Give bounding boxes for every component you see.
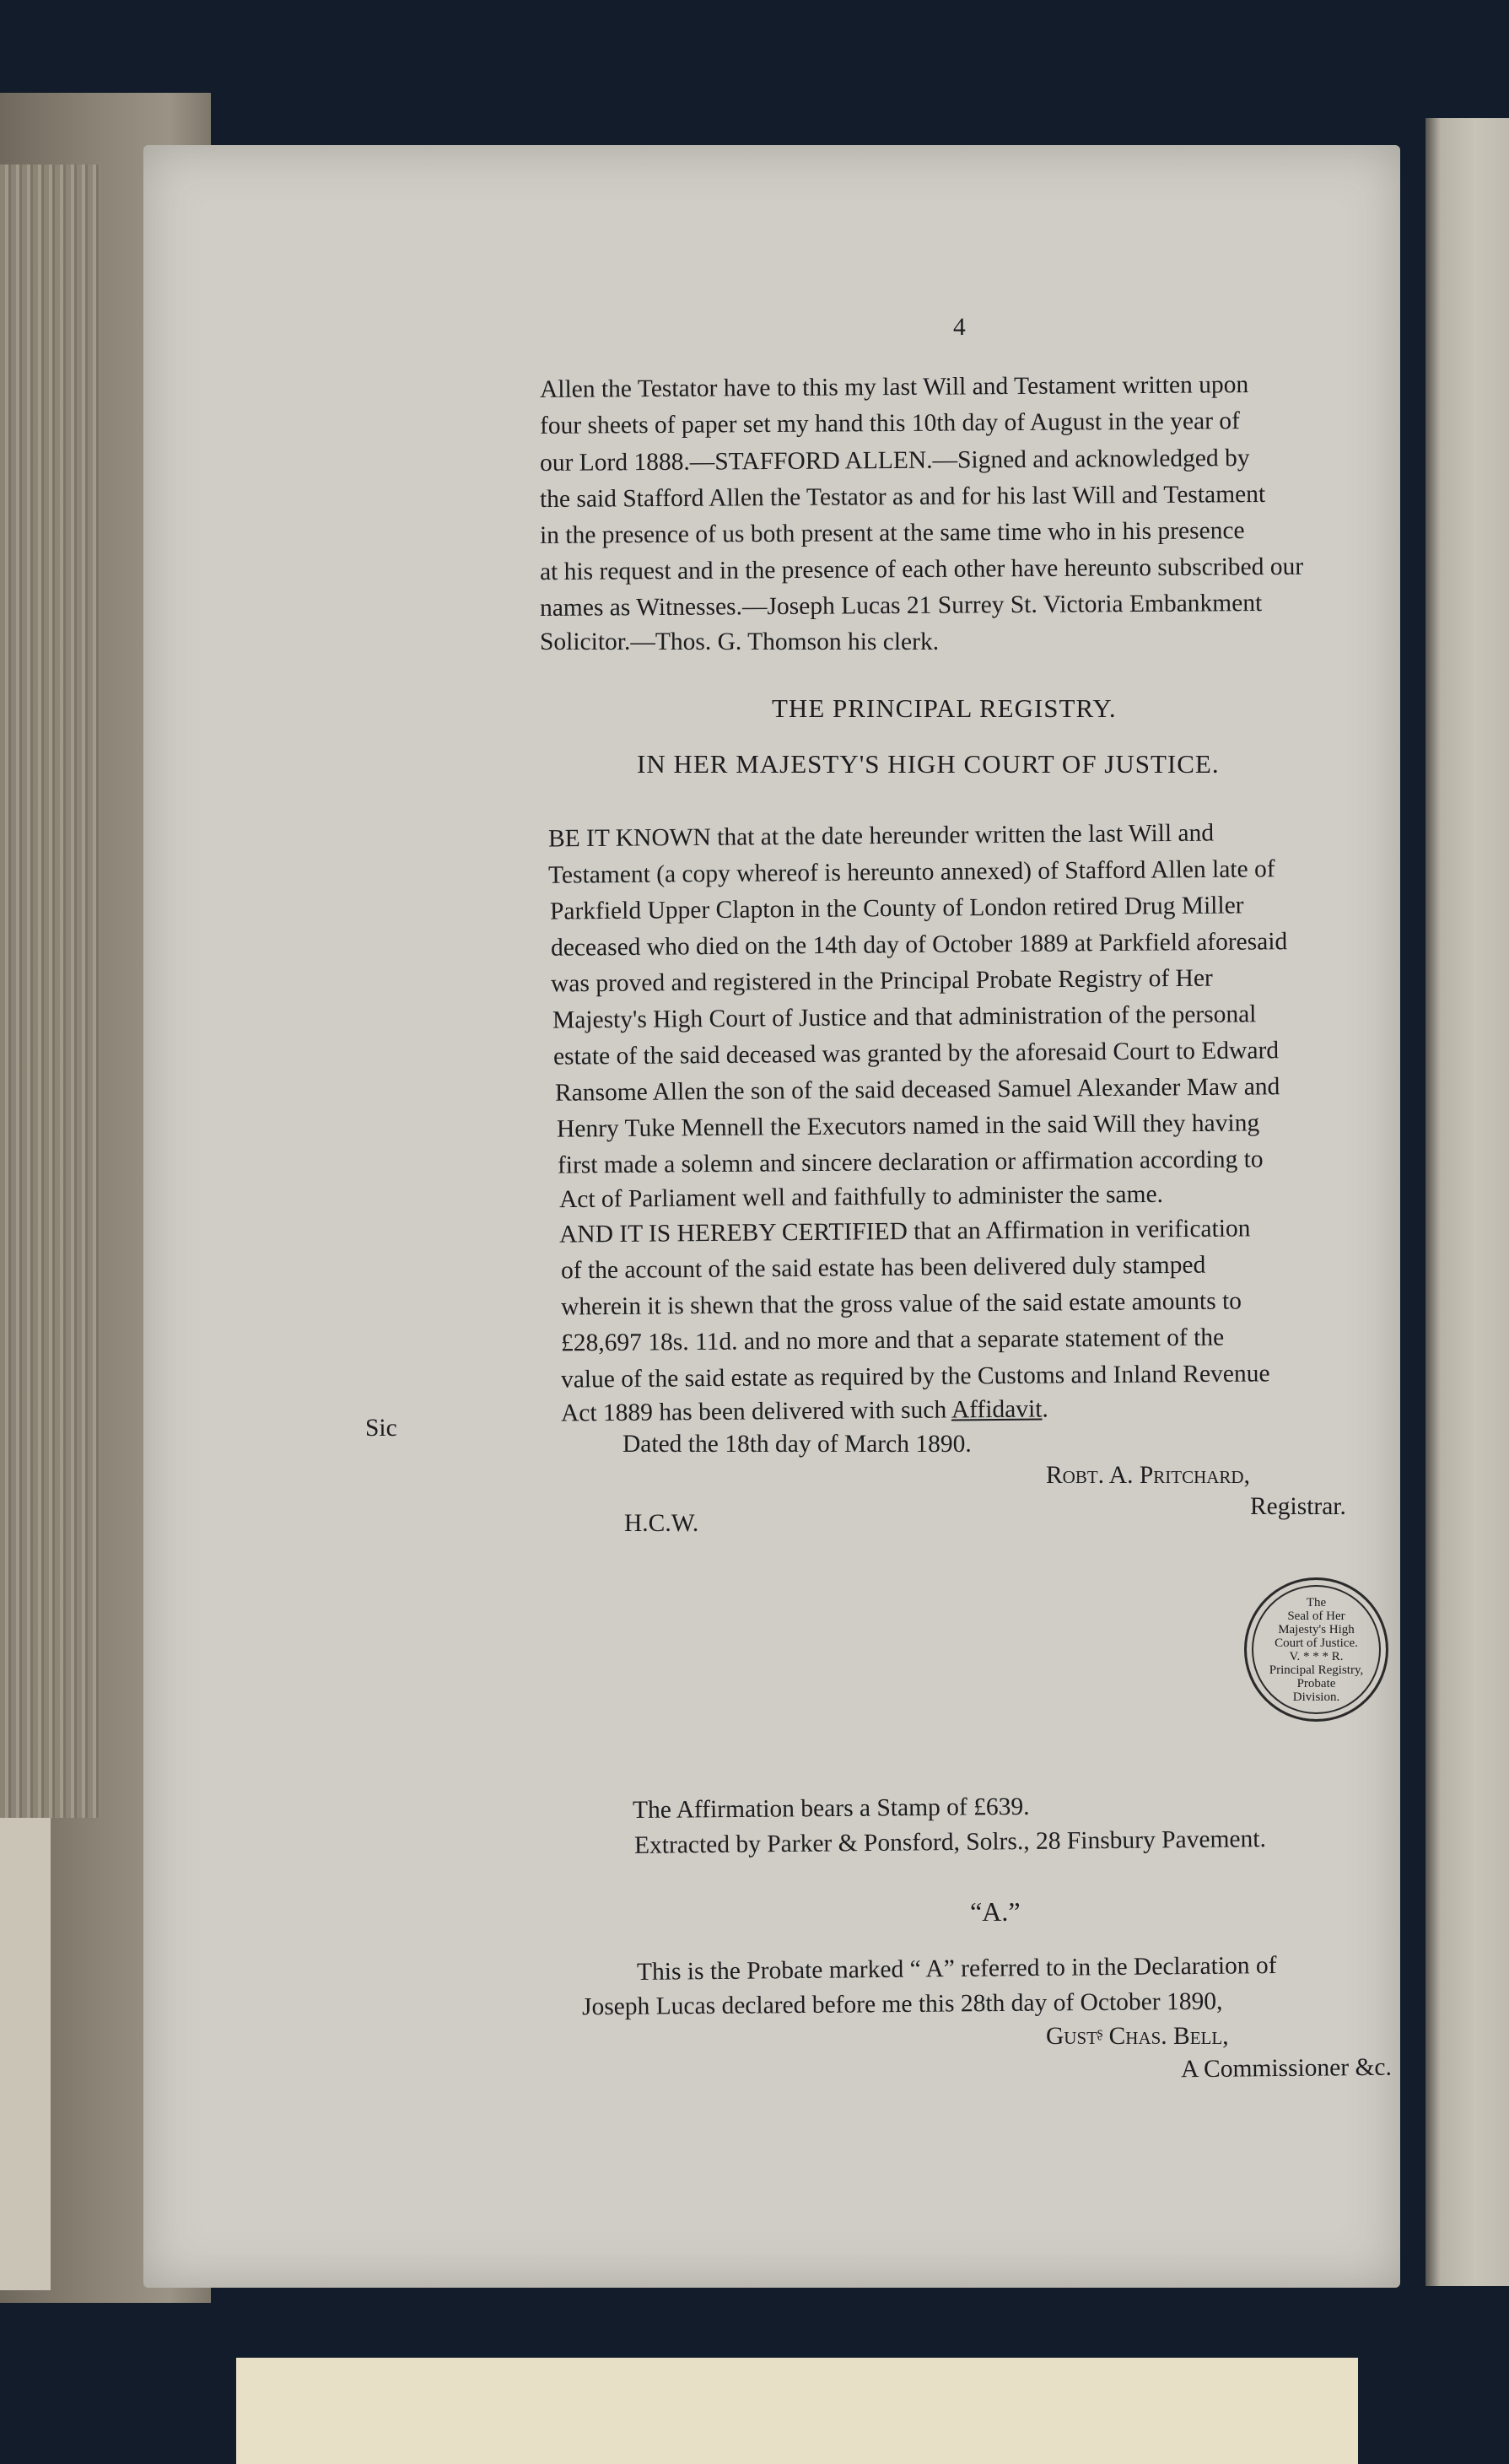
exhibit-line: Joseph Lucas declared before me this 28th day of October 1890, — [581, 1987, 1223, 2021]
page-edges — [0, 164, 101, 1818]
dated-line: Dated the 18th day of March 1890. — [622, 1431, 972, 1458]
act-line-suffix: . — [1042, 1395, 1048, 1423]
initials: H.C.W. — [624, 1510, 699, 1537]
probate-line: deceased who died on the 14th day of October 1889 at Parkfield aforesaid — [550, 928, 1288, 962]
seal-line: Probate — [1296, 1676, 1336, 1690]
registrar-title: Registrar. — [1250, 1493, 1346, 1520]
court-seal — [1244, 1577, 1388, 1722]
seal-line: Seal of Her — [1287, 1609, 1345, 1623]
seal-line: Court of Justice. — [1275, 1636, 1358, 1650]
probate-line: AND IT IS HEREBY CERTIFIED that an Affirmation in verification — [558, 1215, 1251, 1248]
paper-slip — [0, 1818, 51, 2290]
exhibit-line: This is the Probate marked “ A” referred to in the Declaration of — [636, 1952, 1277, 1986]
will-line: four sheets of paper set my hand this 10th day of August in the year of — [539, 407, 1241, 439]
will-line: the said Stafford Allen the Testator as and for his last Will and Testament — [539, 480, 1266, 514]
probate-line: BE IT KNOWN that at the date hereunder written the last Will and — [547, 819, 1215, 853]
court-heading: IN HER MAJESTY'S HIGH COURT OF JUSTICE. — [637, 749, 1220, 779]
probate-line: wherein it is shewn that the gross value of the said estate amounts to — [560, 1287, 1242, 1321]
probate-line: Parkfield Upper Clapton in the County of London retired Drug Miller — [549, 892, 1244, 925]
act-line-prefix: Act 1889 has been delivered with such — [560, 1396, 952, 1427]
bottom-paper-slip — [236, 2358, 1358, 2464]
probate-line: first made a solemn and sincere declaration or affirmation according to — [557, 1146, 1264, 1179]
probate-line: of the account of the said estate has been delivered duly stamped — [560, 1251, 1206, 1285]
will-line: at his request and in the presence of each other have hereunto subscribed our — [539, 553, 1304, 586]
probate-line: value of the said estate as required by the Customs and Inland Revenue — [560, 1360, 1270, 1394]
page-number: 4 — [953, 314, 966, 341]
will-line: Allen the Testator have to this my last Will and Testament written upon — [539, 371, 1249, 403]
probate-line: was proved and registered in the Principal Probate Registry of Her — [550, 964, 1213, 998]
seal-line: Principal Registry, — [1269, 1663, 1364, 1677]
seal-line: The — [1306, 1595, 1327, 1609]
seal-line: Division. — [1292, 1690, 1340, 1704]
facing-page-edge — [1425, 118, 1509, 2286]
act-line — [561, 1395, 1048, 1427]
commissioner-title: A Commissioner &c. — [1180, 2053, 1393, 2084]
exhibit-mark: “A.” — [970, 1896, 1021, 1927]
probate-line: estate of the said deceased was granted by the aforesaid Court to Edward — [552, 1037, 1280, 1070]
registrar-name: Robt. A. Pritchard, — [1046, 1462, 1250, 1489]
will-line: Solicitor.—Thos. G. Thomson his clerk. — [540, 628, 940, 655]
probate-line: Henry Tuke Mennell the Executors named in the said Will they having — [556, 1109, 1260, 1143]
extracted-line: Extracted by Parker & Ponsford, Solrs., 28 Finsbury Pavement. — [633, 1825, 1267, 1859]
seal-line: Majesty's High — [1278, 1622, 1355, 1636]
will-line: names as Witnesses.—Joseph Lucas 21 Surrey St. Victoria Embankment — [539, 590, 1263, 622]
probate-line: £28,697 18s. 11d. and no more and that a separate statement of the — [560, 1324, 1225, 1357]
margin-note: Sic — [365, 1415, 397, 1442]
seal-line: V. * * * R. — [1289, 1649, 1344, 1663]
stamp-line: The Affirmation bears a Stamp of £639. — [632, 1793, 1030, 1825]
probate-line: Majesty's High Court of Justice and that administration of the personal — [552, 1000, 1257, 1034]
affidavit-word: Affidavit — [951, 1395, 1043, 1424]
will-line: in the presence of us both present at the same time who in his presence — [539, 517, 1245, 549]
commissioner-name: Gustᶳ Chas. Bell, — [1046, 2023, 1229, 2050]
probate-line: Act of Parliament well and faithfully to administer the same. — [558, 1180, 1164, 1214]
probate-line: Testament (a copy whereof is hereunto annexed) of Stafford Allen late of — [547, 855, 1275, 889]
registry-heading: THE PRINCIPAL REGISTRY. — [772, 693, 1117, 723]
will-line: our Lord 1888.—STAFFORD ALLEN.—Signed and acknowledged by — [539, 445, 1250, 477]
probate-line: Ransome Allen the son of the said deceased Samuel Alexander Maw and — [554, 1073, 1280, 1107]
